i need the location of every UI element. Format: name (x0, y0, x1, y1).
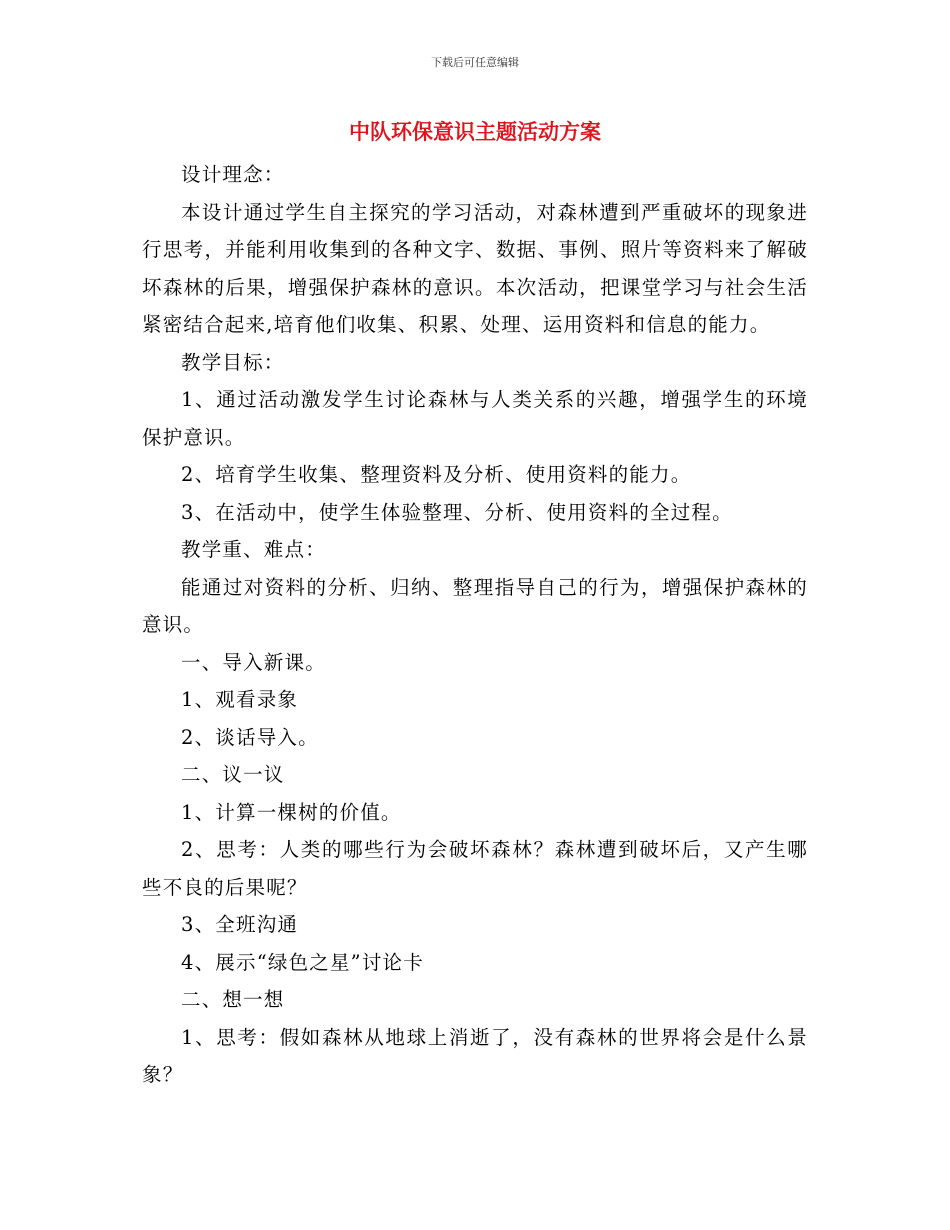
paragraph-design-concept: 本设计通过学生自主探究的学习活动，对森林遭到严重破坏的现象进行思考，并能利用收集到的各种文字、数据、事例、照片等资料来了解破坏森林的后果，增强保护森林的意识。本次活动，把课堂学习与社会生活紧密结合起来,培育他们收集、积累、处理、运用资料和信息的能力。 (142, 200, 808, 336)
document-body (142, 156, 808, 1094)
paragraph-section-2-item-2: 2、思考：人类的哪些行为会破坏森林？森林遭到破坏后，又产生哪些不良的后果呢？ (142, 838, 808, 899)
paragraph-goal-1: 1、通过活动激发学生讨论森林与人类关系的兴趣，增强学生的环境保护意识。 (142, 388, 808, 449)
paragraph-section-2-item-4: 4、展示“绿色之星”讨论卡 (181, 950, 424, 974)
paragraph-design-concept-heading: 设计理念： (181, 163, 285, 186)
paragraph-section-1-item-2: 2、谈话导入。 (181, 725, 319, 749)
paragraph-goal-2: 2、培育学生收集、整理资料及分析、使用资料的能力。 (181, 463, 692, 486)
paragraph-section-3-item-1: 1、思考：假如森林从地球上消逝了，没有森林的世界将会是什么景象？ (142, 1025, 808, 1086)
paragraph-goal-3: 3、在活动中，使学生体验整理、分析、使用资料的全过程。 (181, 500, 733, 524)
paragraph-section-3-heading: 二、想一想 (181, 988, 285, 1011)
paragraph-section-1-item-1: 1、观看录象 (181, 688, 299, 711)
paragraph-key-points: 能通过对资料的分析、归纳、整理指导自己的行为，增强保护森林的意识。 (142, 575, 808, 636)
paragraph-section-2-item-1: 1、计算一棵树的价值。 (181, 800, 402, 824)
paragraph-section-2-item-3: 3、全班沟通 (181, 913, 299, 936)
paragraph-section-1-heading: 一、导入新课。 (181, 650, 326, 674)
paragraph-teaching-goals-heading: 教学目标： (181, 350, 285, 374)
document-title: 中队环保意识主题活动方案 (349, 120, 601, 144)
page-header-note: 下载后可任意编辑 (431, 56, 519, 69)
paragraph-section-2-heading: 二、议一议 (181, 763, 285, 786)
paragraph-key-points-heading: 教学重、难点： (181, 538, 326, 561)
